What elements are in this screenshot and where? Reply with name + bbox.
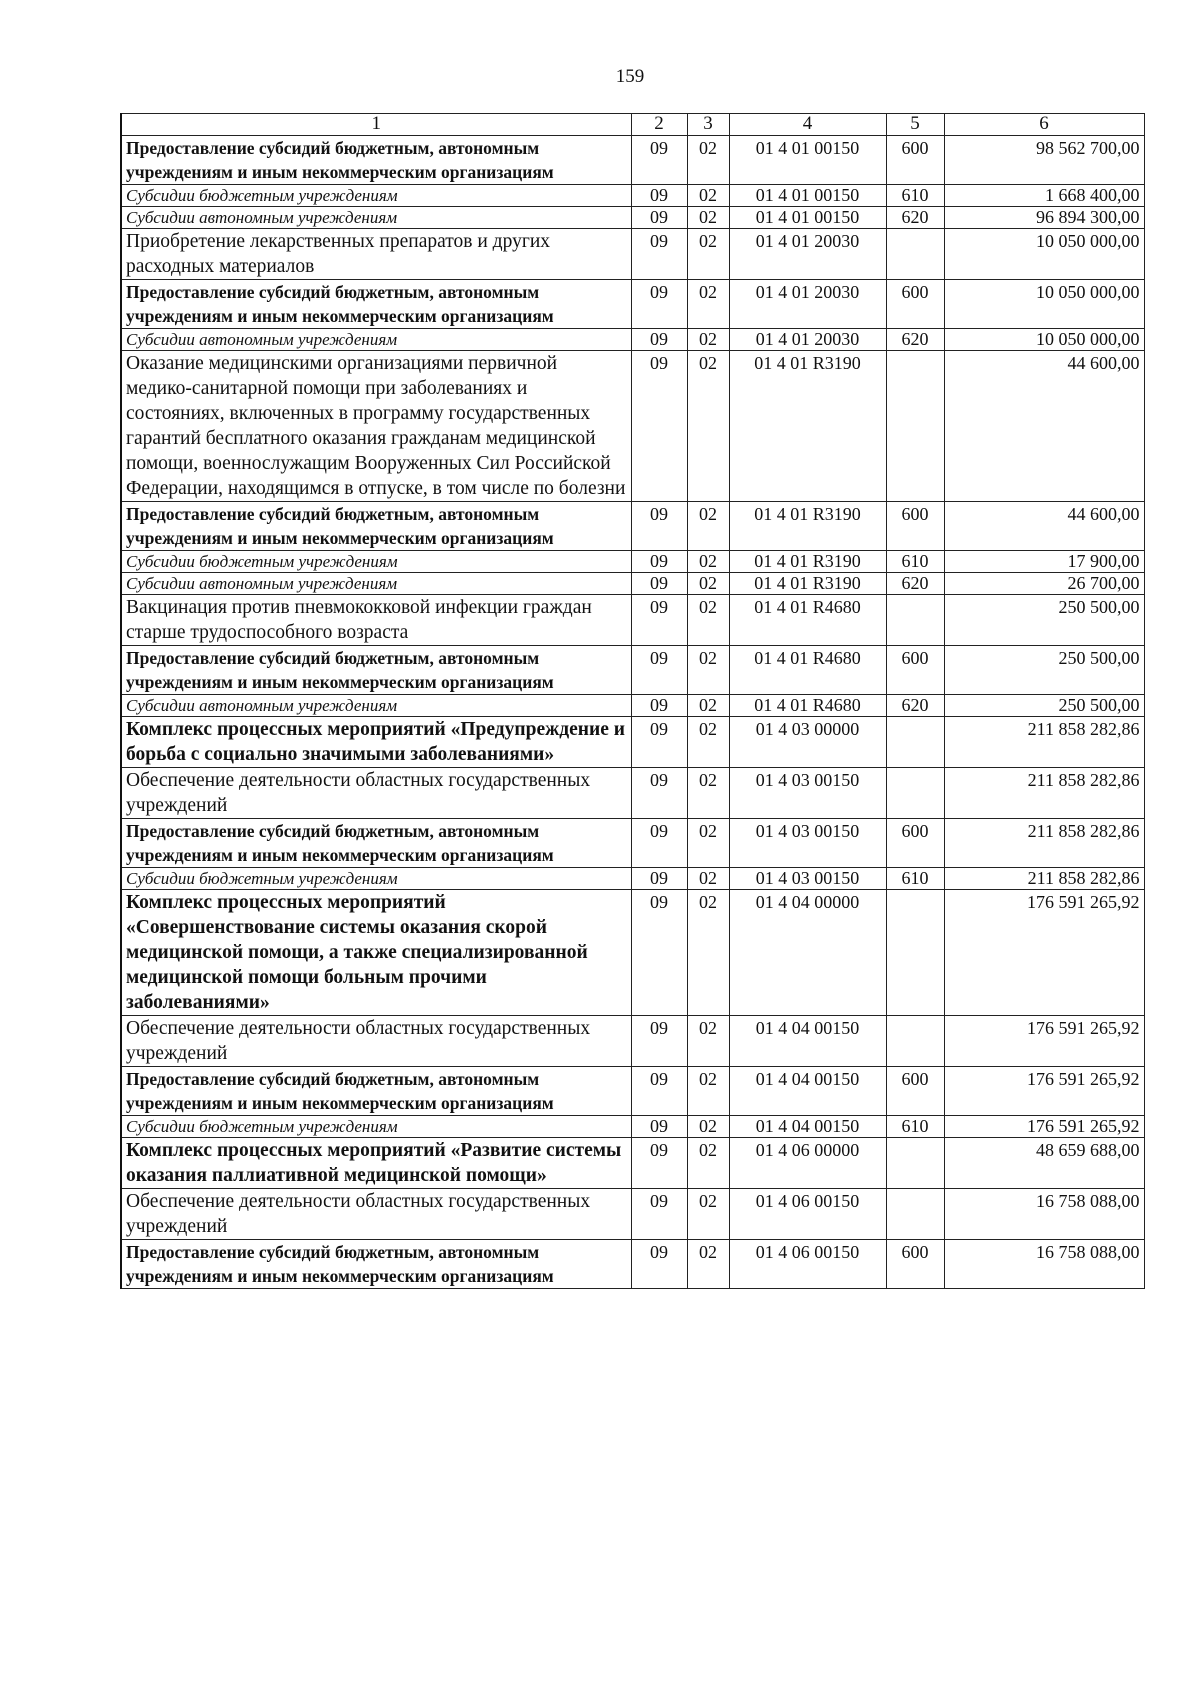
cell-amount: 211 858 282,86 <box>944 819 1144 868</box>
table-row <box>121 868 1144 890</box>
cell-target-article: 01 4 01 00150 <box>729 136 886 185</box>
cell-section: 09 <box>631 207 687 229</box>
cell-section: 09 <box>631 229 687 280</box>
cell-section: 09 <box>631 185 687 207</box>
cell-amount: 16 758 088,00 <box>944 1240 1144 1289</box>
cell-subsection: 02 <box>687 351 729 502</box>
cell-expense-type <box>886 229 944 280</box>
table-row <box>121 502 1144 551</box>
cell-subsection: 02 <box>687 768 729 819</box>
header-col-4: 4 <box>729 114 886 136</box>
cell-subsection: 02 <box>687 207 729 229</box>
cell-section: 09 <box>631 695 687 717</box>
cell-expense-type: 620 <box>886 329 944 351</box>
cell-target-article: 01 4 03 00000 <box>729 717 886 768</box>
cell-expense-type <box>886 1138 944 1189</box>
cell-amount: 10 050 000,00 <box>944 229 1144 280</box>
cell-name: Обеспечение деятельности областных государственных учреждений <box>121 1189 631 1240</box>
cell-amount: 96 894 300,00 <box>944 207 1144 229</box>
cell-expense-type: 610 <box>886 185 944 207</box>
cell-section: 09 <box>631 868 687 890</box>
cell-name: Субсидии бюджетным учреждениям <box>121 868 631 890</box>
cell-subsection: 02 <box>687 646 729 695</box>
cell-section: 09 <box>631 819 687 868</box>
cell-expense-type <box>886 890 944 1016</box>
cell-amount: 16 758 088,00 <box>944 1189 1144 1240</box>
cell-expense-type: 620 <box>886 573 944 595</box>
cell-target-article: 01 4 04 00150 <box>729 1016 886 1067</box>
cell-amount: 26 700,00 <box>944 573 1144 595</box>
cell-subsection: 02 <box>687 1138 729 1189</box>
header-col-6: 6 <box>944 114 1144 136</box>
table-row <box>121 329 1144 351</box>
cell-section: 09 <box>631 329 687 351</box>
cell-subsection: 02 <box>687 280 729 329</box>
table-row <box>121 695 1144 717</box>
cell-subsection: 02 <box>687 136 729 185</box>
cell-section: 09 <box>631 1138 687 1189</box>
cell-expense-type: 600 <box>886 502 944 551</box>
cell-amount: 250 500,00 <box>944 646 1144 695</box>
cell-section: 09 <box>631 646 687 695</box>
table-row <box>121 136 1144 185</box>
cell-subsection: 02 <box>687 1067 729 1116</box>
cell-subsection: 02 <box>687 502 729 551</box>
cell-subsection: 02 <box>687 868 729 890</box>
table-body <box>121 136 1144 1289</box>
cell-target-article: 01 4 03 00150 <box>729 868 886 890</box>
cell-subsection: 02 <box>687 551 729 573</box>
cell-subsection: 02 <box>687 1189 729 1240</box>
cell-name: Субсидии бюджетным учреждениям <box>121 1116 631 1138</box>
cell-name: Субсидии автономным учреждениям <box>121 695 631 717</box>
cell-expense-type: 610 <box>886 1116 944 1138</box>
header-col-5: 5 <box>886 114 944 136</box>
cell-amount: 176 591 265,92 <box>944 1116 1144 1138</box>
cell-expense-type: 610 <box>886 551 944 573</box>
table-row <box>121 280 1144 329</box>
table-row <box>121 717 1144 768</box>
cell-subsection: 02 <box>687 819 729 868</box>
cell-name: Оказание медицинскими организациями первичной медико-санитарной помощи при заболеваниях и состояниях, включенных в программу государственных гарантий бесплатного оказания гражданам медицинской помощи, военнослужащим Вооруженных Сил Российской Федерации, находящимся в отпуске, в том числе по болезни <box>121 351 631 502</box>
cell-section: 09 <box>631 136 687 185</box>
table-row <box>121 1116 1144 1138</box>
cell-subsection: 02 <box>687 329 729 351</box>
cell-amount: 48 659 688,00 <box>944 1138 1144 1189</box>
cell-name: Обеспечение деятельности областных государственных учреждений <box>121 1016 631 1067</box>
cell-subsection: 02 <box>687 1116 729 1138</box>
cell-target-article: 01 4 01 20030 <box>729 229 886 280</box>
cell-subsection: 02 <box>687 595 729 646</box>
table-row <box>121 573 1144 595</box>
table-row <box>121 351 1144 502</box>
cell-amount: 1 668 400,00 <box>944 185 1144 207</box>
cell-expense-type: 600 <box>886 280 944 329</box>
cell-amount: 250 500,00 <box>944 595 1144 646</box>
table-row <box>121 1016 1144 1067</box>
cell-subsection: 02 <box>687 229 729 280</box>
cell-expense-type <box>886 717 944 768</box>
table-row <box>121 1189 1144 1240</box>
cell-expense-type: 600 <box>886 646 944 695</box>
cell-name: Комплекс процессных мероприятий «Предупреждение и борьба с социально значимыми заболеваниями» <box>121 717 631 768</box>
cell-section: 09 <box>631 551 687 573</box>
cell-target-article: 01 4 01 00150 <box>729 207 886 229</box>
table-row <box>121 890 1144 1016</box>
cell-target-article: 01 4 03 00150 <box>729 819 886 868</box>
cell-target-article: 01 4 01 R4680 <box>729 646 886 695</box>
cell-target-article: 01 4 01 R3190 <box>729 351 886 502</box>
cell-expense-type: 620 <box>886 695 944 717</box>
cell-section: 09 <box>631 890 687 1016</box>
cell-name: Комплекс процессных мероприятий «Развитие системы оказания паллиативной медицинской помощи» <box>121 1138 631 1189</box>
cell-section: 09 <box>631 351 687 502</box>
cell-name: Комплекс процессных мероприятий «Совершенствование системы оказания скорой медицинской помощи, а также специализированной медицинской помощи больным прочими заболеваниями» <box>121 890 631 1016</box>
cell-target-article: 01 4 01 R3190 <box>729 573 886 595</box>
cell-amount: 44 600,00 <box>944 502 1144 551</box>
cell-section: 09 <box>631 1189 687 1240</box>
cell-expense-type <box>886 768 944 819</box>
cell-amount: 17 900,00 <box>944 551 1144 573</box>
table-row <box>121 819 1144 868</box>
cell-section: 09 <box>631 573 687 595</box>
table-row <box>121 185 1144 207</box>
header-col-3: 3 <box>687 114 729 136</box>
cell-target-article: 01 4 01 00150 <box>729 185 886 207</box>
table-row <box>121 551 1144 573</box>
cell-subsection: 02 <box>687 890 729 1016</box>
cell-amount: 176 591 265,92 <box>944 1067 1144 1116</box>
cell-expense-type <box>886 595 944 646</box>
cell-name: Приобретение лекарственных препаратов и других расходных материалов <box>121 229 631 280</box>
cell-target-article: 01 4 01 R3190 <box>729 502 886 551</box>
table-row <box>121 207 1144 229</box>
cell-amount: 211 858 282,86 <box>944 717 1144 768</box>
table-row <box>121 229 1144 280</box>
table-row <box>121 646 1144 695</box>
cell-name: Обеспечение деятельности областных государственных учреждений <box>121 768 631 819</box>
cell-name: Предоставление субсидий бюджетным, автономным учреждениям и иным некоммерческим организациям <box>121 646 631 695</box>
cell-name: Предоставление субсидий бюджетным, автономным учреждениям и иным некоммерческим организациям <box>121 136 631 185</box>
cell-section: 09 <box>631 1240 687 1289</box>
cell-section: 09 <box>631 502 687 551</box>
cell-name: Предоставление субсидий бюджетным, автономным учреждениям и иным некоммерческим организациям <box>121 1240 631 1289</box>
cell-name: Предоставление субсидий бюджетным, автономным учреждениям и иным некоммерческим организациям <box>121 1067 631 1116</box>
cell-name: Субсидии автономным учреждениям <box>121 573 631 595</box>
cell-name: Предоставление субсидий бюджетным, автономным учреждениям и иным некоммерческим организациям <box>121 502 631 551</box>
cell-target-article: 01 4 01 20030 <box>729 329 886 351</box>
cell-subsection: 02 <box>687 1016 729 1067</box>
cell-section: 09 <box>631 595 687 646</box>
cell-name: Предоставление субсидий бюджетным, автономным учреждениям и иным некоммерческим организациям <box>121 819 631 868</box>
cell-amount: 98 562 700,00 <box>944 136 1144 185</box>
cell-target-article: 01 4 01 R4680 <box>729 595 886 646</box>
cell-section: 09 <box>631 280 687 329</box>
cell-subsection: 02 <box>687 717 729 768</box>
cell-target-article: 01 4 04 00150 <box>729 1067 886 1116</box>
budget-table <box>120 113 1145 1289</box>
cell-target-article: 01 4 01 20030 <box>729 280 886 329</box>
cell-expense-type: 620 <box>886 207 944 229</box>
cell-expense-type: 600 <box>886 136 944 185</box>
cell-expense-type <box>886 1016 944 1067</box>
cell-target-article: 01 4 03 00150 <box>729 768 886 819</box>
cell-section: 09 <box>631 1067 687 1116</box>
cell-amount: 176 591 265,92 <box>944 890 1144 1016</box>
cell-target-article: 01 4 06 00000 <box>729 1138 886 1189</box>
cell-name: Субсидии автономным учреждениям <box>121 329 631 351</box>
cell-target-article: 01 4 06 00150 <box>729 1240 886 1289</box>
cell-target-article: 01 4 01 R4680 <box>729 695 886 717</box>
cell-section: 09 <box>631 717 687 768</box>
cell-expense-type <box>886 1189 944 1240</box>
cell-name: Вакцинация против пневмококковой инфекции граждан старше трудоспособного возраста <box>121 595 631 646</box>
cell-section: 09 <box>631 768 687 819</box>
cell-amount: 211 858 282,86 <box>944 868 1144 890</box>
cell-section: 09 <box>631 1016 687 1067</box>
table-header-row <box>121 114 1144 136</box>
page-number: 159 <box>615 66 645 87</box>
table-row <box>121 1240 1144 1289</box>
header-col-1: 1 <box>121 114 631 136</box>
cell-amount: 10 050 000,00 <box>944 280 1144 329</box>
cell-subsection: 02 <box>687 573 729 595</box>
cell-amount: 250 500,00 <box>944 695 1144 717</box>
cell-expense-type: 600 <box>886 1067 944 1116</box>
cell-name: Субсидии бюджетным учреждениям <box>121 185 631 207</box>
header-col-2: 2 <box>631 114 687 136</box>
cell-target-article: 01 4 04 00000 <box>729 890 886 1016</box>
cell-expense-type <box>886 351 944 502</box>
cell-expense-type: 600 <box>886 1240 944 1289</box>
cell-expense-type: 610 <box>886 868 944 890</box>
cell-amount: 10 050 000,00 <box>944 329 1144 351</box>
cell-expense-type: 600 <box>886 819 944 868</box>
table-row <box>121 1067 1144 1116</box>
table-row <box>121 595 1144 646</box>
table-row <box>121 768 1144 819</box>
cell-target-article: 01 4 06 00150 <box>729 1189 886 1240</box>
cell-name: Субсидии бюджетным учреждениям <box>121 551 631 573</box>
cell-subsection: 02 <box>687 185 729 207</box>
table-row <box>121 1138 1144 1189</box>
cell-subsection: 02 <box>687 1240 729 1289</box>
cell-subsection: 02 <box>687 695 729 717</box>
cell-amount: 211 858 282,86 <box>944 768 1144 819</box>
cell-target-article: 01 4 04 00150 <box>729 1116 886 1138</box>
cell-name: Субсидии автономным учреждениям <box>121 207 631 229</box>
cell-name: Предоставление субсидий бюджетным, автономным учреждениям и иным некоммерческим организациям <box>121 280 631 329</box>
cell-amount: 176 591 265,92 <box>944 1016 1144 1067</box>
cell-amount: 44 600,00 <box>944 351 1144 502</box>
cell-target-article: 01 4 01 R3190 <box>729 551 886 573</box>
cell-section: 09 <box>631 1116 687 1138</box>
